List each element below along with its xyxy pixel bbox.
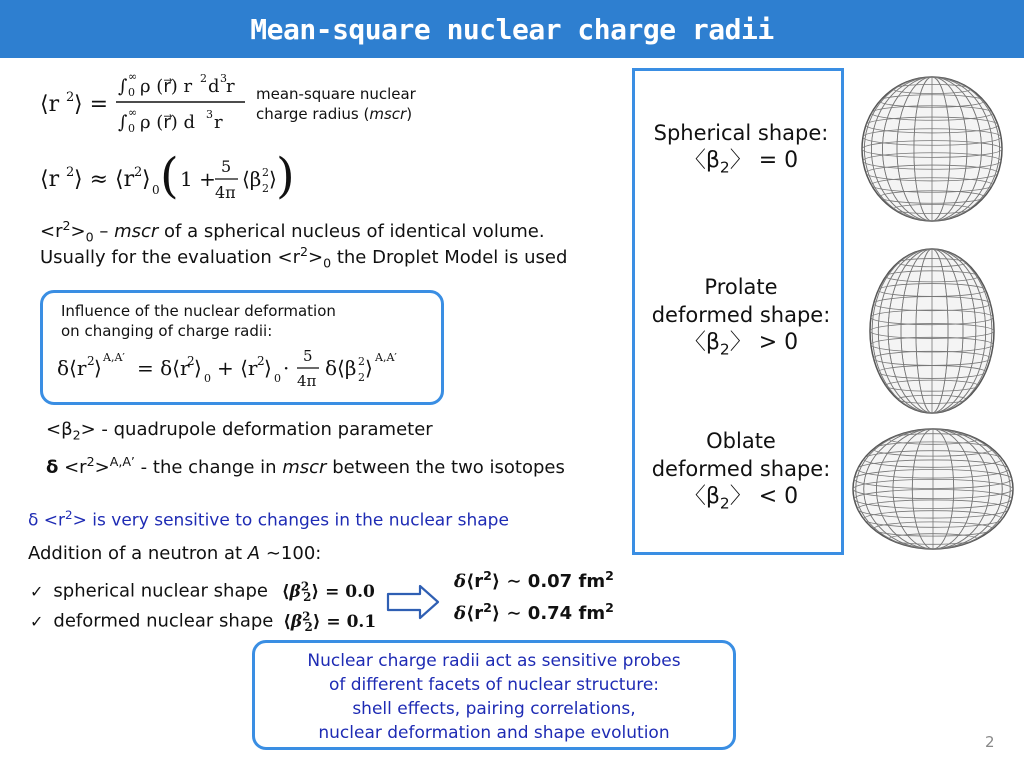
svg-text:0: 0 <box>128 122 135 135</box>
neutron-addition-line: Addition of a neutron at A ∼100: <box>28 543 322 564</box>
svg-text:4π: 4π <box>215 183 236 202</box>
svg-text:2: 2 <box>262 182 269 195</box>
svg-text:2: 2 <box>66 165 75 180</box>
formula-deformation-approx <box>40 148 295 216</box>
svg-text:): ) <box>276 148 295 204</box>
beta-value-deformed: $⟨\beta^2_2⟩ = 0.1$ <box>283 609 377 635</box>
beta-value-spherical: $⟨\beta^2_2⟩ = 0.0$ <box>281 579 375 605</box>
result-deformed: $\delta⟨r^2⟩$ ∼ 0.74 $fm^2$ <box>454 600 614 624</box>
checkmark-icon: ✓ <box>30 581 44 601</box>
right-arrow-icon <box>386 582 442 622</box>
influence-box <box>40 290 444 405</box>
approx-formula-svg <box>40 148 295 212</box>
svg-text:∫: ∫ <box>118 76 128 97</box>
influence-formula-svg <box>57 341 437 397</box>
sensitivity-statement: $\delta <r^2>$ is very sensitive to changes in the nuclear shape <box>28 508 509 531</box>
formula-label-line2: charge radius (mscr) <box>256 105 413 123</box>
check-item-label: deformed nuclear shape <box>53 610 274 632</box>
svg-text:2: 2 <box>134 165 143 180</box>
formula-label-line1: mean-square nuclear <box>256 85 416 103</box>
beta2-definition: $<\beta_2>$ - quadrupole deformation parameter <box>46 419 433 443</box>
checkmark-icon: ✓ <box>30 611 44 631</box>
svg-text:δ⟨β: δ⟨β <box>325 356 357 380</box>
svg-text:1 +: 1 + <box>180 167 216 191</box>
result-spherical: $\delta⟨r^2⟩$ ∼ 0.07 $fm^2$ <box>454 568 614 592</box>
svg-text:4π: 4π <box>297 372 317 390</box>
influence-box-text <box>61 301 336 341</box>
influence-line2: on changing of charge radii: <box>61 322 273 340</box>
svg-text:⟨r: ⟨r <box>40 167 60 192</box>
svg-text:⟩: ⟩ <box>94 356 102 380</box>
conclusion-line1: Nuclear charge radii act as sensitive probes <box>307 651 681 671</box>
svg-text:0: 0 <box>128 86 135 99</box>
page-number: 2 <box>985 733 995 751</box>
svg-text:+ ⟨r: + ⟨r <box>217 356 258 380</box>
svg-text:⟩: ⟩ <box>194 356 202 380</box>
svg-text:⟩ ≈ ⟨r: ⟩ ≈ ⟨r <box>74 167 135 192</box>
svg-text:A,A′: A,A′ <box>375 351 397 364</box>
svg-text:3: 3 <box>220 72 227 85</box>
svg-text:2: 2 <box>66 90 75 105</box>
formula-label <box>256 84 416 124</box>
svg-text:0: 0 <box>204 372 211 385</box>
shape-label-spherical: Spherical shape: 〈$\beta_2$〉 = 0 <box>653 121 829 177</box>
svg-text:2: 2 <box>87 354 95 368</box>
svg-text:∞: ∞ <box>128 106 138 119</box>
svg-text:0: 0 <box>274 372 281 385</box>
svg-text:⟨r: ⟨r <box>40 92 60 117</box>
integral-formula-svg <box>40 68 250 140</box>
svg-text:⟩: ⟩ <box>264 356 272 380</box>
svg-text:⟩: ⟩ <box>365 356 373 380</box>
svg-text:5: 5 <box>221 157 232 176</box>
title-bar <box>0 0 1024 58</box>
conclusion-line2: of different facets of nuclear structure: <box>328 675 660 695</box>
shape-label-prolate: Prolate deformed shape: 〈$\beta_2$〉 > 0 <box>651 275 831 359</box>
formula-mscr-definition <box>40 68 250 144</box>
svg-text:2: 2 <box>262 166 269 179</box>
delta-r2-definition: $\delta <r^2>^{A,A’}$ - the change in mscr between the two isotopes <box>46 454 565 478</box>
droplet-model-line: Usually for the evaluation $<r^2>_0$ the Droplet Model is used <box>40 244 568 271</box>
check-item-deformed <box>30 604 376 639</box>
svg-text:ρ (r⃗) r: ρ (r⃗) r <box>140 76 193 97</box>
svg-text:2: 2 <box>358 371 365 384</box>
svg-text:∫: ∫ <box>118 112 128 133</box>
r2-zero-description: $<r^2>_0$ – mscr of a spherical nucleus of identical volume. <box>40 218 545 245</box>
svg-text:0: 0 <box>152 183 160 197</box>
shapes-panel <box>632 68 844 555</box>
svg-text:·: · <box>283 356 290 380</box>
svg-text:A,A′: A,A′ <box>103 351 125 364</box>
prolate-nucleus-icon <box>864 246 1000 416</box>
conclusion-line3: shell effects, pairing correlations, <box>352 699 636 719</box>
svg-text:r: r <box>214 112 223 133</box>
svg-text:⟩: ⟩ <box>142 167 151 192</box>
svg-text:2: 2 <box>187 354 195 368</box>
svg-text:d: d <box>208 76 220 97</box>
spherical-nucleus-icon <box>858 74 1006 224</box>
svg-text:⟩: ⟩ <box>269 167 277 191</box>
svg-text:2: 2 <box>358 355 365 368</box>
svg-text:⟨β: ⟨β <box>242 167 262 191</box>
svg-text:⟩ =: ⟩ = <box>74 92 109 117</box>
svg-text:2: 2 <box>200 72 207 85</box>
conclusion-text <box>255 643 733 745</box>
shape-label-oblate: Oblate deformed shape: 〈$\beta_2$〉 < 0 <box>651 429 831 513</box>
svg-text:δ⟨r: δ⟨r <box>57 356 87 380</box>
svg-text:3: 3 <box>206 108 213 121</box>
svg-text:5: 5 <box>303 347 313 365</box>
conclusion-box <box>252 640 736 750</box>
slide-title: Mean-square nuclear charge radii <box>250 12 774 46</box>
check-item-label: spherical nuclear shape <box>53 580 268 602</box>
influence-line1: Influence of the nuclear deformation <box>61 302 336 320</box>
svg-text:ρ (r⃗) d: ρ (r⃗) d <box>140 112 195 133</box>
svg-text:∞: ∞ <box>128 70 138 83</box>
oblate-nucleus-icon <box>850 424 1016 554</box>
svg-text:2: 2 <box>257 354 265 368</box>
svg-text:(: ( <box>160 148 179 204</box>
svg-text:r: r <box>226 76 235 97</box>
svg-text:= δ⟨r: = δ⟨r <box>137 356 190 380</box>
conclusion-line4: nuclear deformation and shape evolution <box>318 723 670 743</box>
